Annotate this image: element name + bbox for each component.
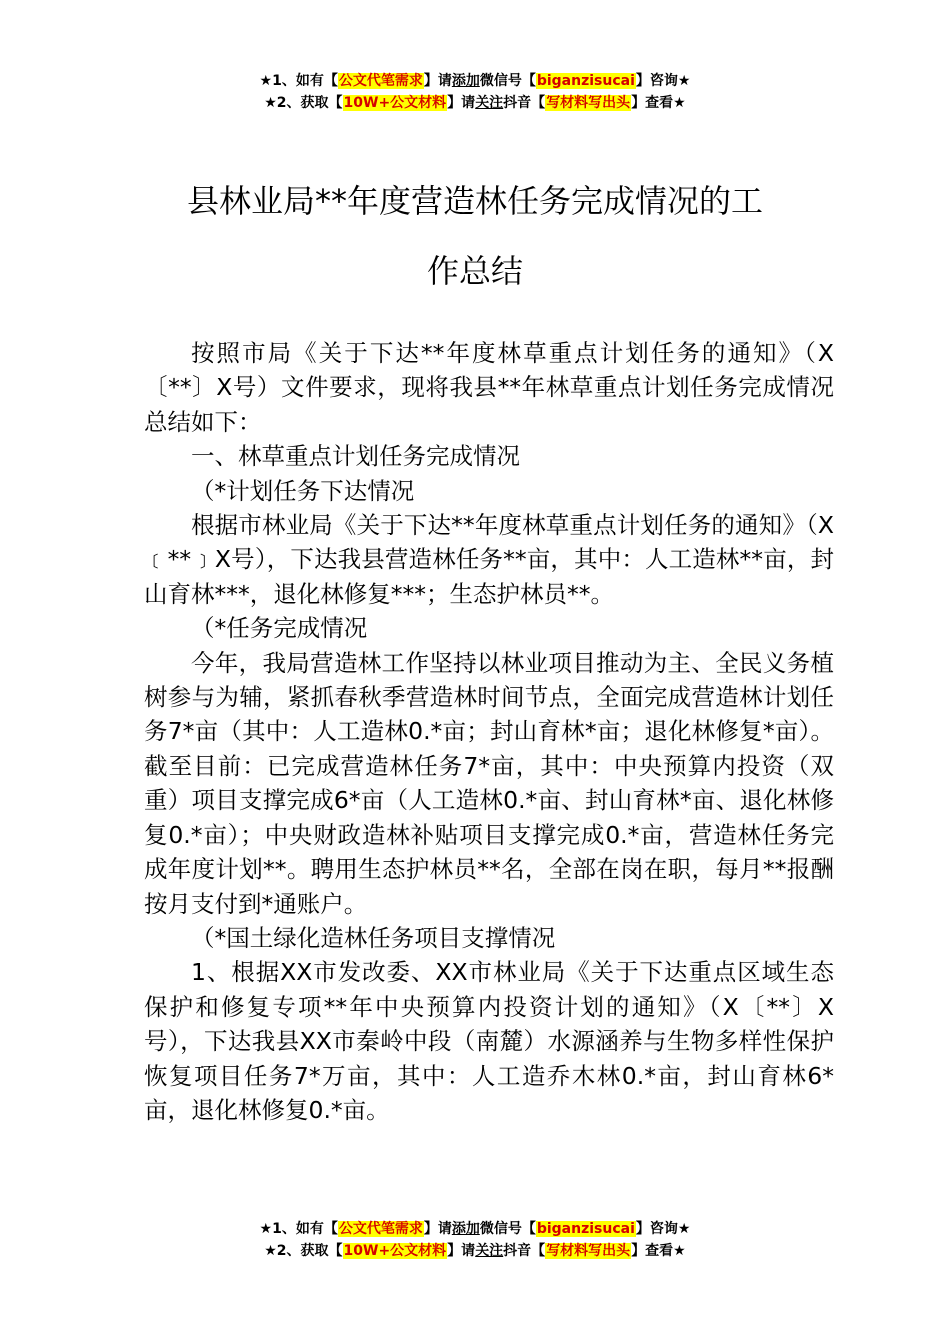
promo-text: ★2、获取【: [264, 1243, 343, 1259]
promo-highlight: biganzisucai: [536, 73, 635, 89]
promo-text: ★1、如有【: [259, 73, 338, 89]
paragraph-intro: 按照市局《关于下达**年度林草重点计划任务的通知》（X〔**〕X号）文件要求，现将我县**年林草重点计划任务完成情况总结如下：: [144, 339, 834, 436]
promo-banner-bottom: [0, 1218, 950, 1262]
promo-emphasis: 添加: [451, 73, 480, 89]
promo-highlight: 公文代笔需求: [338, 73, 423, 89]
promo-text: 】咨询★: [635, 73, 691, 89]
promo-text: 】查看★: [631, 1243, 686, 1259]
promo-line-2: [0, 1240, 950, 1262]
promo-highlight: 10W+公文材料: [343, 95, 447, 111]
promo-text: 】请: [447, 1243, 476, 1259]
promo-text: 抖音【: [503, 95, 546, 111]
document-title: [130, 166, 820, 306]
promo-highlight: 公文代笔需求: [338, 1221, 423, 1237]
promo-text: 】查看★: [631, 95, 686, 111]
promo-text: 微信号【: [479, 73, 536, 89]
promo-text: ★1、如有【: [259, 1221, 338, 1237]
promo-line-1: [0, 70, 950, 92]
subsection-heading-plan: （*计划任务下达情况: [191, 476, 415, 505]
promo-emphasis: 关注: [475, 95, 504, 111]
promo-banner-top: [0, 70, 950, 114]
promo-highlight: biganzisucai: [536, 1221, 635, 1237]
paragraph-plan: 根据市林业局《关于下达**年度林草重点计划任务的通知》（X﹝**﹞X号），下达我县营造林任务**亩，其中：人工造林**亩，封山育林***，退化林修复***；生态护林员**。: [144, 511, 834, 608]
subsection-heading-completion: （*任务完成情况: [191, 614, 368, 643]
promo-text: 】请: [447, 95, 476, 111]
paragraph-completion: 今年，我局营造林工作坚持以林业项目推动为主、全民义务植树参与为辅，紧抓春秋季营造林时间节点，全面完成营造林计划任务7*亩（其中：人工造林0.*亩；封山育林*亩；退化林修复*亩）。截至目前：已完成营造林任务7*亩，其中：中央预算内投资（双重）项目支撑完成6*亩（人工造林0.*亩、封山育林*亩、退化林修复0.*亩）；中央财政造林补贴项目支撑完成0.*亩，营造林任务完成年度计划**。聘用生态护林员**名，全部在岗在职，每月**报酬按月支付到*通账户。: [144, 648, 834, 918]
title-line-2: 作总结: [426, 252, 523, 290]
promo-text: 微信号【: [479, 1221, 536, 1237]
promo-line-1: [0, 1218, 950, 1240]
title-line-1: 县林业局**年度营造林任务完成情况的工: [186, 182, 763, 220]
promo-text: 】咨询★: [635, 1221, 691, 1237]
subsection-heading-projects: （*国土绿化造林任务项目支撑情况: [191, 923, 556, 952]
section-heading-1: 一、林草重点计划任务完成情况: [191, 442, 520, 471]
document-body: [144, 336, 834, 1127]
promo-emphasis: 关注: [475, 1243, 504, 1259]
promo-text: 抖音【: [503, 1243, 546, 1259]
promo-highlight: 写材料写出头: [546, 95, 631, 111]
promo-highlight: 写材料写出头: [546, 1243, 631, 1259]
promo-line-2: [0, 92, 950, 114]
paragraph-project-1: 1、根据XX市发改委、XX市林业局《关于下达重点区域生态保护和修复专项**年中央预算内投资计划的通知》（X〔**〕X号），下达我县XX市秦岭中段（南麓）水源涵养与生物多样性保护恢复项目任务7*万亩，其中：人工造乔木林0.*亩，封山育林6*亩，退化林修复0.*亩。: [144, 958, 834, 1124]
promo-highlight: 10W+公文材料: [343, 1243, 447, 1259]
promo-emphasis: 添加: [451, 1221, 480, 1237]
promo-text: 】请: [423, 1221, 452, 1237]
promo-text: 】请: [423, 73, 452, 89]
promo-text: ★2、获取【: [264, 95, 343, 111]
